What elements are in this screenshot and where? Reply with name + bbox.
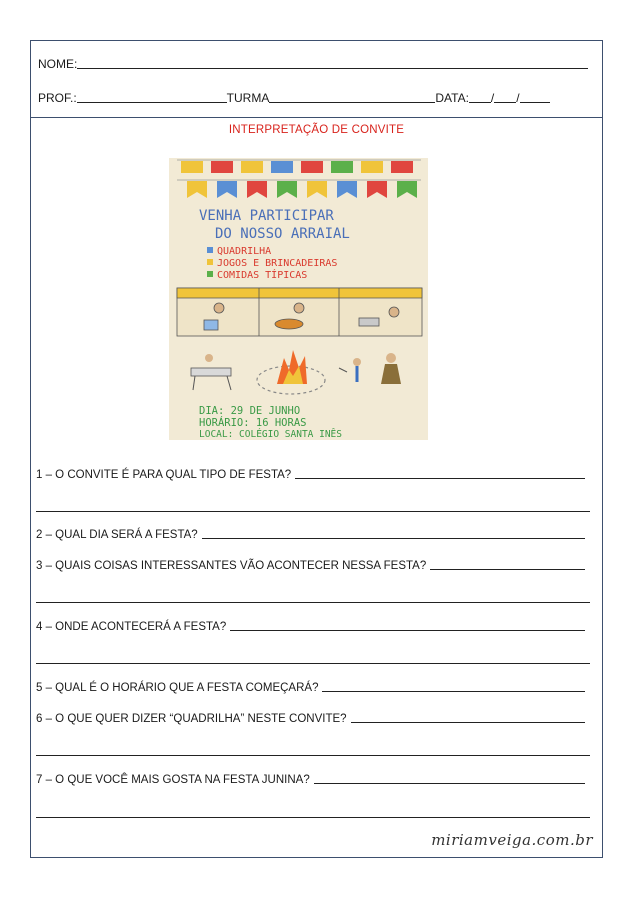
question-5 — [36, 682, 585, 694]
answer-3-line-2[interactable] — [36, 602, 590, 603]
question-3 — [36, 560, 585, 572]
invitation-item-1: QUADRILHA — [217, 246, 272, 257]
answer-2-field[interactable] — [202, 538, 585, 539]
student-header — [31, 41, 602, 118]
answer-4-line-2[interactable] — [36, 663, 590, 664]
question-4-text: 4 – ONDE ACONTECERÁ A FESTA? — [36, 621, 227, 633]
teacher-label: PROF.: — [38, 91, 77, 105]
answer-7-field[interactable] — [314, 783, 585, 784]
answer-5-field[interactable] — [322, 691, 585, 692]
invitation-date: DIA: 29 DE JUNHO — [199, 405, 301, 417]
answer-6-field[interactable] — [351, 722, 585, 723]
worksheet — [30, 40, 603, 858]
date-separator: / — [490, 91, 495, 105]
date-year-field[interactable] — [520, 102, 550, 103]
website-signature: miriamveiga.com.br — [431, 831, 593, 849]
teacher-field[interactable] — [77, 102, 227, 103]
answer-7-line-2[interactable] — [36, 817, 590, 818]
bullet-blue — [207, 247, 213, 253]
question-1 — [36, 469, 585, 481]
invitation-time: HORÁRIO: 16 HORAS — [199, 417, 307, 429]
teacher-row — [38, 91, 588, 105]
question-1-text: 1 – O CONVITE É PARA QUAL TIPO DE FESTA? — [36, 469, 292, 481]
question-2-text: 2 – QUAL DIA SERÁ A FESTA? — [36, 529, 198, 541]
name-row — [38, 57, 588, 71]
question-4 — [36, 621, 585, 633]
answer-4-field[interactable] — [230, 630, 585, 631]
answer-3-field[interactable] — [430, 569, 585, 570]
invitation-item-2: JOGOS E BRINCADEIRAS — [217, 258, 338, 269]
question-3-text: 3 – QUAIS COISAS INTERESSANTES VÃO ACONTECER NESSA FESTA? — [36, 560, 427, 572]
question-6 — [36, 713, 585, 725]
answer-6-line-2[interactable] — [36, 755, 590, 756]
question-6-text: 6 – O QUE QUER DIZER “QUADRILHA” NESTE CONVITE? — [36, 713, 347, 725]
class-field[interactable] — [269, 102, 435, 103]
date-day-field[interactable] — [469, 102, 491, 103]
invitation-place: LOCAL: COLÉGIO SANTA INÊS — [199, 429, 342, 440]
class-label: TURMA — [226, 91, 270, 105]
date-label: DATA: — [435, 91, 469, 105]
question-2 — [36, 529, 585, 541]
invitation-line1: VENHA PARTICIPAR — [199, 208, 334, 224]
bullet-yellow — [207, 259, 213, 265]
answer-1-line-2[interactable] — [36, 511, 590, 512]
invitation-line2: DO NOSSO ARRAIAL — [215, 226, 350, 242]
answer-1-field[interactable] — [295, 478, 585, 479]
date-separator: / — [516, 91, 520, 105]
question-5-text: 5 – QUAL É O HORÁRIO QUE A FESTA COMEÇARÁ? — [36, 682, 319, 694]
name-field[interactable] — [77, 68, 588, 69]
worksheet-title: INTERPRETAÇÃO DE CONVITE — [228, 124, 405, 136]
bullet-green — [207, 271, 213, 277]
date-month-field[interactable] — [494, 102, 516, 103]
festival-stalls — [177, 288, 422, 336]
name-label: NOME: — [38, 57, 78, 71]
question-7-text: 7 – O QUE VOCÊ MAIS GOSTA NA FESTA JUNINA? — [36, 774, 310, 786]
invitation-drawing — [169, 158, 428, 440]
question-7 — [36, 774, 585, 786]
invitation-item-3: COMIDAS TÍPICAS — [217, 270, 308, 281]
